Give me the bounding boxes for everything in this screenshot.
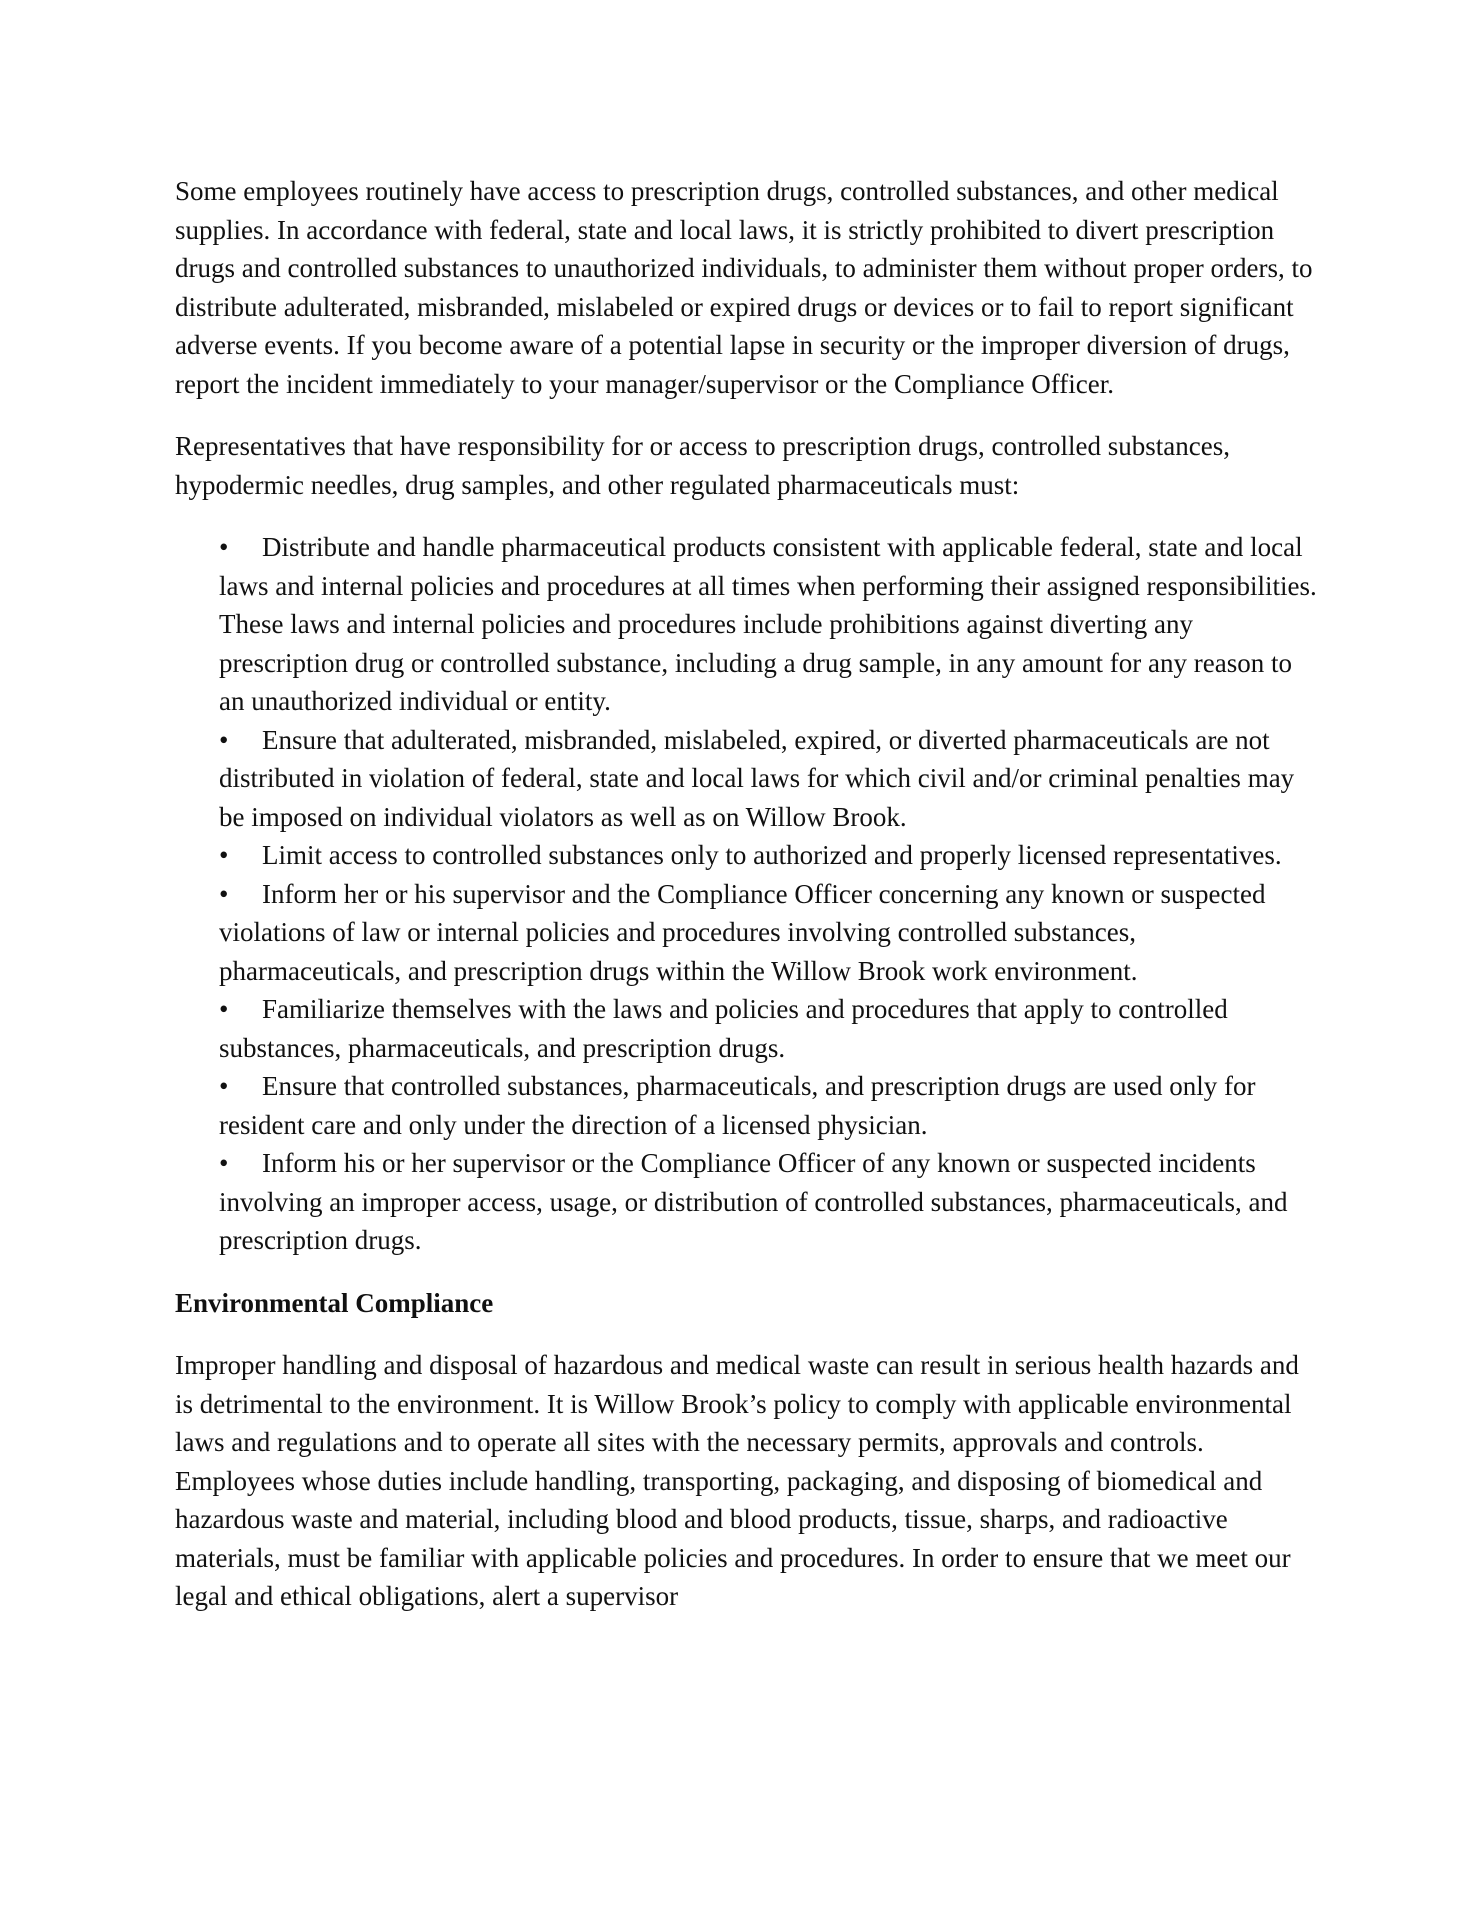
list-item-text: Distribute and handle pharmaceutical products consistent with applicable federal, state and local laws and internal policies and procedures at all times when performing their assigned responsibilities. These laws and internal policies and procedures include prohibitions against diverting any prescription drug or controlled substance, including a drug sample, in any amount for any reason to an unauthorized individual or entity. (219, 532, 1317, 716)
bullet-icon: • (219, 1071, 229, 1101)
list-item-text: Familiarize themselves with the laws and policies and procedures that apply to controlled substances, pharmaceuticals, and prescription drugs. (219, 994, 1228, 1063)
list-item (219, 836, 1320, 875)
section-heading-environmental-compliance: Environmental Compliance (175, 1287, 494, 1318)
bullet-icon: • (219, 1148, 229, 1178)
list-item (219, 990, 1320, 1067)
responsibilities-list (175, 528, 1320, 1260)
list-item-text: Inform his or her supervisor or the Compliance Officer of any known or suspected incidents involving an improper access, usage, or distribution of controlled substances, pharmaceuticals, and prescription drugs. (219, 1148, 1288, 1255)
bullet-icon: • (219, 994, 229, 1024)
paragraph-environmental: Improper handling and disposal of hazardous and medical waste can result in serious health hazards and is detrimental to the environment. It is Willow Brook’s policy to comply with applicable environmental laws and regulations and to operate all sites with the necessary permits, approvals and controls. Employees whose duties include handling, transporting, packaging, and disposing of biomedical and hazardous waste and material, including blood and blood products, tissue, sharps, and radioactive materials, must be familiar with applicable policies and procedures. In order to ensure that we meet our legal and ethical obligations, alert a supervisor (175, 1350, 1299, 1611)
bullet-icon: • (219, 840, 229, 870)
list-item (219, 528, 1320, 721)
list-item (219, 875, 1320, 991)
list-item (219, 1144, 1320, 1260)
list-item-text: Ensure that controlled substances, pharmaceuticals, and prescription drugs are used only for resident care and only under the direction of a licensed physician. (219, 1071, 1256, 1140)
bullet-icon: • (219, 724, 229, 755)
paragraph-representatives: Representatives that have responsibility for or access to prescription drugs, controlled substances, hypodermic needles, drug samples, and other regulated pharmaceuticals must: (175, 431, 1230, 500)
paragraph-drug-access: Some employees routinely have access to prescription drugs, controlled substances, and other medical supplies. In accordance with federal, state and local laws, it is strictly prohibited to divert prescription drugs and controlled substances to unauthorized individuals, to administer them without proper orders, to distribute adulterated, misbranded, mislabeled or expired drugs or devices or to fail to report significant adverse events. If you become aware of a potential lapse in security or the improper diversion of drugs, report the incident immediately to your manager/supervisor or the Compliance Officer. (175, 176, 1313, 399)
list-item-text: Inform her or his supervisor and the Compliance Officer concerning any known or suspected violations of law or internal policies and procedures involving controlled substances, pharmaceuticals, and prescription drugs within the Willow Brook work environment. (219, 878, 1266, 986)
bullet-icon: • (219, 532, 229, 562)
list-item-text: Ensure that adulterated, misbranded, mislabeled, expired, or diverted pharmaceuticals are not distributed in violation of federal, state and local laws for which civil and/or criminal penalties may be imposed on individual violators as well as on Willow Brook. (219, 724, 1295, 832)
document-body (175, 172, 1320, 1616)
list-item (219, 721, 1320, 837)
list-item (219, 1067, 1320, 1144)
list-item-text: Limit access to controlled substances only to authorized and properly licensed representatives. (262, 840, 1282, 870)
bullet-icon: • (219, 878, 229, 909)
